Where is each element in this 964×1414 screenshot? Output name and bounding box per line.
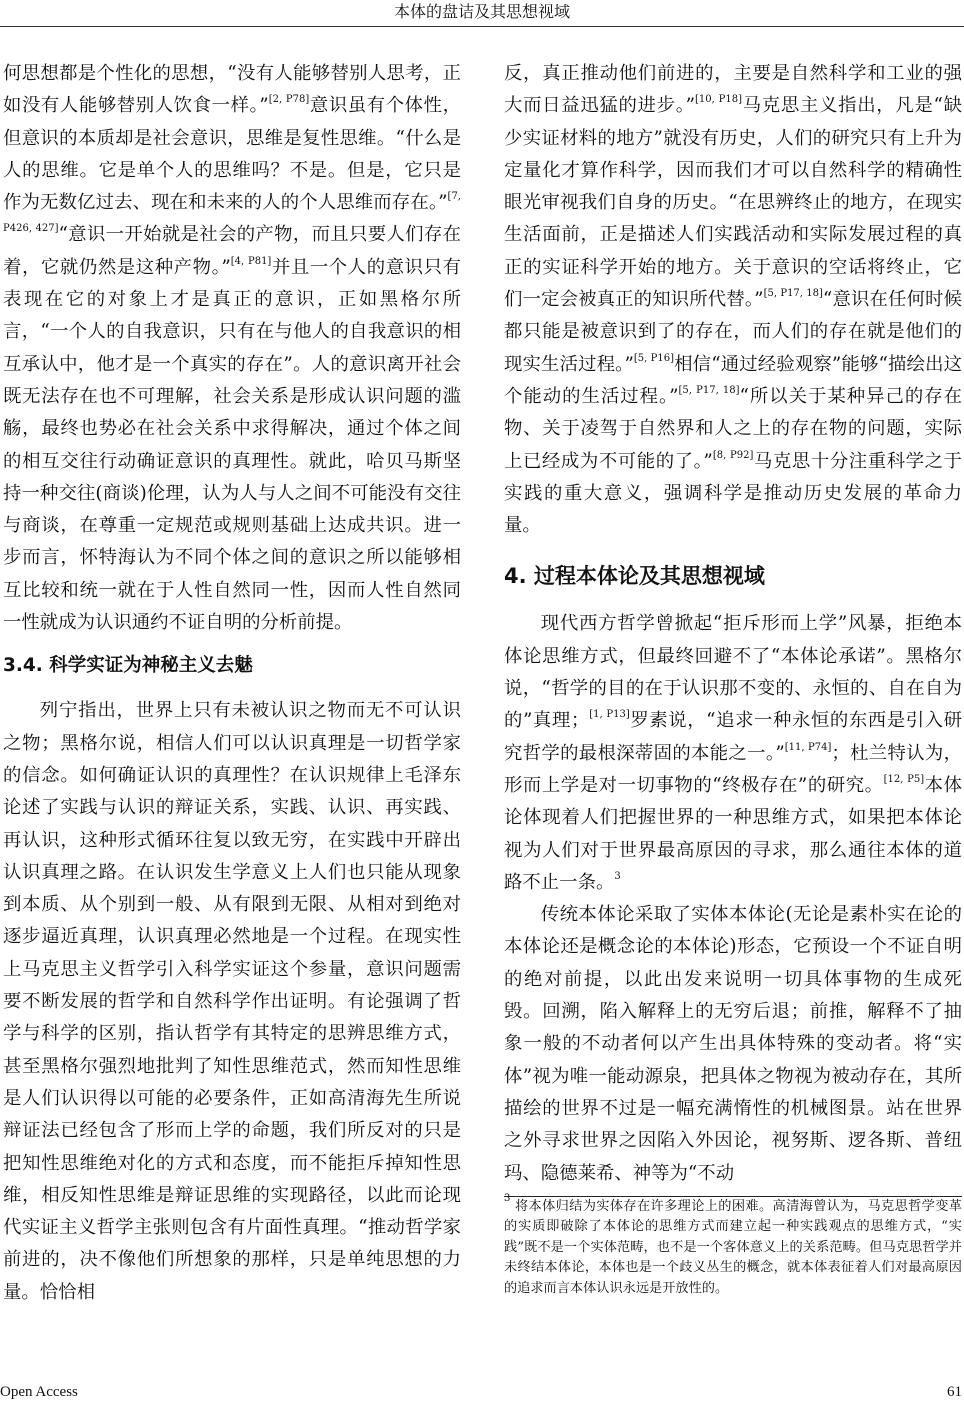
text-run: “所以关于某种异己的存在物、关于凌驾于自然界和人之上的存在物的问题，实际上已经成为不可能的了。” (504, 385, 963, 472)
journal-footer: Open Access (0, 1384, 78, 1400)
citation-superscript: [7, P426, 427] (3, 191, 461, 235)
left-column (3, 58, 461, 1309)
citation-superscript: [4, P81] (230, 255, 272, 267)
text-run: 意识虽有个体性，但意识的本质却是社会意识，思维是复性思维。“什么是人的思维。它是单个人的思维吗？不是。但是，它只是作为无数亿过去、现在和未来的人的个人思维而存在。” (3, 95, 461, 214)
paragraph (504, 608, 962, 899)
text-run: “意识一开始就是社会的产物，而且只要人们存在着，它就仍然是这种产物。” (3, 224, 461, 278)
citation-superscript: [5, P17, 18] (763, 288, 823, 300)
running-header: 本体的盘诘及其思想视域 (0, 0, 964, 27)
citation-superscript: [10, P18] (695, 94, 743, 106)
citation-superscript: [12, P5] (883, 773, 925, 785)
text-run: 马克思主义指出，凡是“缺少实证材料的地方”就没有历史，人们的研究只有上升为定量化才算作科学，因而我们才可以自然科学的精确性眼光审视我们自身的历史。“在思辨终止的地方，在现实生活面前，正是描述人们实践活动和实际发展过程的真正的实证科学开始的地方。关于意识的空话将终止，它们一定会被真正的知识所代替。” (504, 95, 962, 311)
section-heading-3-4: 3.4. 科学实证为神秘主义去魅 (3, 655, 253, 677)
paragraph (504, 899, 962, 1190)
citation-superscript: [8, P92] (712, 449, 754, 461)
text-run: 反，真正推动他们前进的，主要是自然科学和工业的强大而日益迅猛的进步。” (504, 63, 962, 117)
citation-superscript: [1, P13] (589, 709, 630, 721)
page-number: 61 (947, 1384, 962, 1400)
text-run: 本体论体现着人们把握世界的一种思维方式，如果把本体论视为人们对于世界最高原因的寻求，那么通往本体的道路不止一条。 (504, 774, 962, 893)
paragraph (3, 58, 461, 639)
footnote (504, 1192, 962, 1300)
citation-superscript: [2, P78] (268, 94, 310, 106)
text-run: ；杜兰特认为，形而上学是对一切事物的“终极存在”的研究。 (504, 742, 962, 796)
text-run: 传统本体论采取了实体本体论(无论是素朴实在论的本体论还是概念论的本体论)形态，它预设一个不证自明的绝对前提，以此出发来说明一切具体事物的生成死毁。回溯，陷入解释上的无穷后退；前推，解释不了抽象一般的不动者何以产生出具体特殊的变动者。将“实体”视为唯一能动源泉，把具体之物视为被动存在，其所描绘的世界不过是一幅充满惰性的机械图景。站在世界之外寻求世界之因陷入外因论，视努斯、逻各斯、普纽玛、隐德莱希、神等为“不动 (504, 904, 962, 1184)
text-run: 相信“通过经验观察”能够“描绘出这个能动的生活过程。” (504, 353, 962, 407)
text-run: 并且一个人的意识只有表现在它的对象上才是真正的意识，正如黑格尔所言，“一个人的自我意识，只有在与他人的自我意识的相互承认中，他才是一个真实的存在”。人的意识离开社会既无法存在也不可理解，社会关系是形成认识问题的滥觞，最终也势必在社会关系中求得解决，通过个体之间的相互交往行动确证意识的真理性。就此，哈贝马斯坚持一种交往(商谈)伦理，认为人与人之间不可能没有交往与商谈，在尊重一定规范或规则基础上达成共识。进一步而言，怀特海认为不同个体之间的意识之所以能够相互比较和统一就在于人性自然同一性，因而人性自然同一性就成为认识通约不证自明的分析前提。 (3, 256, 461, 634)
text-run: “意识在任何时候都只能是被意识到了的存在，而人们的存在就是他们的现实生活过程。” (504, 289, 963, 375)
section-heading-4: 4. 过程本体论及其思想视域 (504, 564, 765, 589)
citation-superscript: 3 (614, 870, 621, 882)
text-run: 马克思十分注重科学之于实践的重大意义，强调科学是推动历史发展的革命力量。 (504, 450, 963, 537)
right-column (504, 58, 962, 1299)
text-run: 现代西方哲学曾掀起“拒斥形而上学”风暴，拒绝本体论思维方式，但最终回避不了“本体论承诺”。黑格尔说，“哲学的目的在于认识那不变的、永恒的、自在自为的”真理； (504, 613, 962, 732)
text-run: 罗素说，“追求一种永恒的东西是引入研究哲学的最根深蒂固的本能之一。” (504, 710, 962, 764)
text-run: 何思想都是个性化的思想，“没有人能够替别人思考，正如没有人能够替别人饮食一样。” (3, 63, 461, 117)
citation-superscript: [5, P17, 18] (678, 384, 740, 396)
citation-superscript: 3 (504, 1192, 511, 1204)
paragraph (3, 695, 461, 1309)
citation-superscript: [11, P74] (784, 741, 832, 753)
text-run: 将本体归结为实体存在许多理论上的困难。高清海曾认为，马克思哲学变革的实质即破除了本体论的思维方式而建立起一种实践观点的思维方式，“实践”既不是一个实体范畴，也不是一个客体意义上的关系范畴。但马克思哲学并未终结本体论，本体也是一个歧义丛生的概念，就本体表征着人们对最高原因的追求而言本体认识永远是开放性的。 (504, 1198, 962, 1296)
paragraph (504, 58, 962, 542)
citation-superscript: [5, P16] (633, 352, 675, 364)
text-run: 列宁指出，世界上只有未被认识之物而无不可认识之物；黑格尔说，相信人们可以认识真理是一切哲学家的信念。如何确证认识的真理性？在认识规律上毛泽东论述了实践与认识的辩证关系，实践、认识、再实践、再认识，这种形式循环往复以致无穷，在实践中开辟出认识真理之路。在认识发生学意义上人们也只能从现象到本质、从个别到一般、从有限到无限、从相对到绝对逐步逼近真理，认识真理必然地是一个过程。在现实性上马克思主义哲学引入科学实证这个参量，意识问题需要不断发展的哲学和自然科学作出证明。有论强调了哲学与科学的区别，指认哲学有其特定的思辨思维方式，甚至黑格尔强烈地批判了知性思维范式，然而知性思维是人们认识得以可能的必要条件，正如高清海先生所说辩证法已经包含了形而上学的命题，我们所反对的只是把知性思维绝对化的方式和态度，而不能拒斥掉知性思维，相反知性思维是辩证思维的实现路径，以此而论现代实证主义哲学主张则包含有片面性真理。“推动哲学家前进的，决不像他们所想象的那样，只是单纯思想的力量。恰恰相 (3, 700, 461, 1303)
